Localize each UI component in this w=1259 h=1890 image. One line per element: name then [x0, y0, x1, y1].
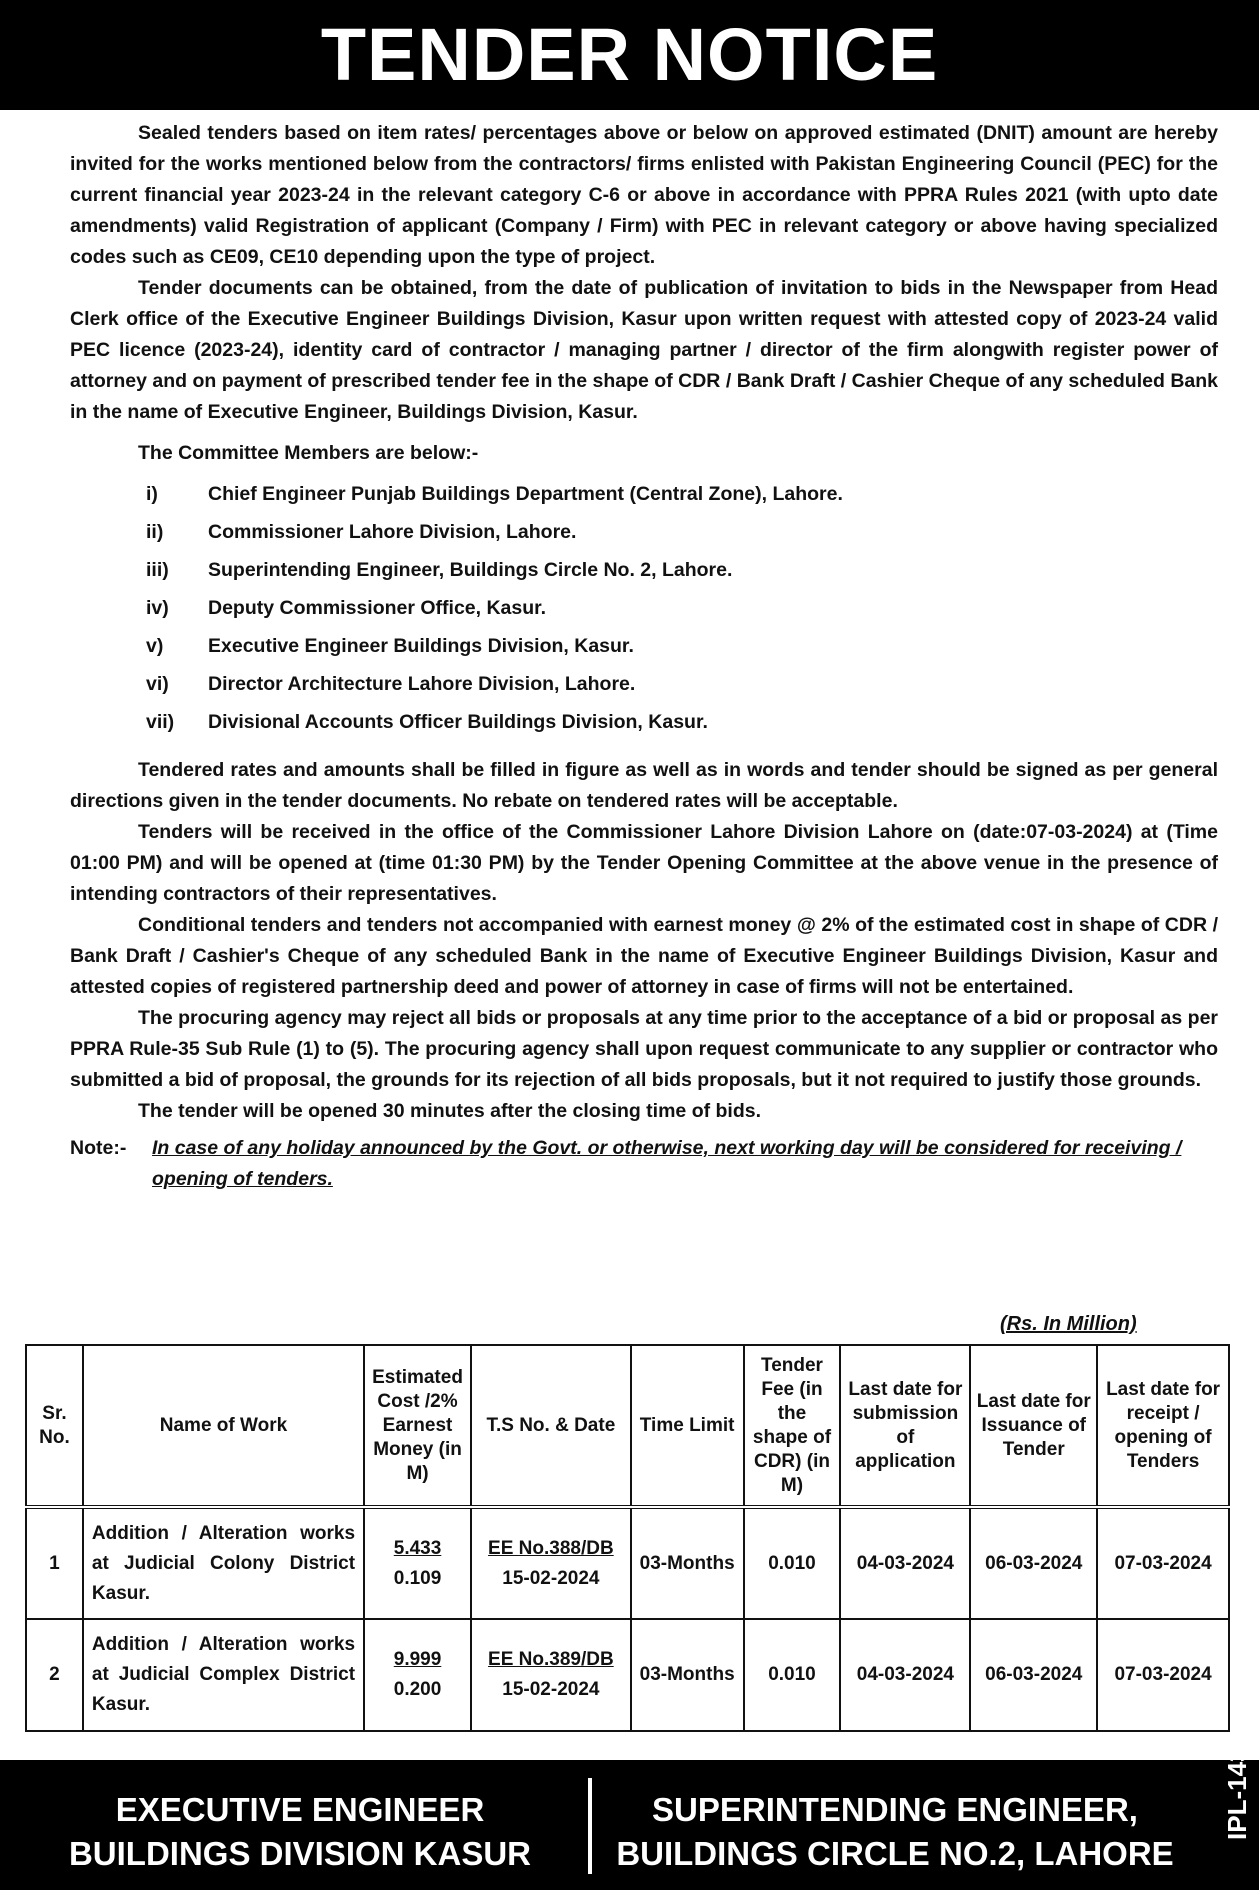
header-fee: Tender Fee (in the shape of CDR) (in M)	[744, 1345, 841, 1507]
committee-member: iv) Deputy Commissioner Office, Kasur.	[146, 597, 547, 619]
cell-submission: 04-03-2024	[840, 1507, 970, 1619]
committee-member: vii) Divisional Accounts Officer Buildings Division, Kasur.	[146, 711, 708, 733]
paragraph-receipt: Tenders will be received in the office of the Commissioner Lahore Division Lahore on (date:07-03-2024) at (Time 01:00 PM) and will be opened at (time 01:30 PM) by the Tender Opening Committee at the above venue in the presence of intending contractors of their representatives.	[70, 821, 1218, 905]
cell-issuance: 06-03-2024	[970, 1507, 1097, 1619]
footer-bar	[0, 1760, 1259, 1890]
header-ts: T.S No. & Date	[471, 1345, 631, 1507]
committee-member: ii) Commissioner Lahore Division, Lahore.	[146, 521, 577, 543]
paragraph-documents: Tender documents can be obtained, from the date of publication of invitation to bids in the Newspaper from Head Clerk office of the Executive Engineer Buildings Division, Kasur upon written request with attested copy of 2023-24 valid PEC licence (2023-24), identity card of contractor / managing partner / director of the firm alongwith register power of attorney and on payment of prescribed tender fee in the shape of CDR / Bank Draft / Cashier Cheque of any scheduled Bank in the name of Executive Engineer, Buildings Division, Kasur.	[70, 277, 1218, 423]
signatory-office: BUILDINGS DIVISION KASUR	[68, 1835, 532, 1872]
cost-value: 9.999	[393, 1649, 442, 1670]
paragraph-invitation: Sealed tenders based on item rates/ percentages above or below on approved estimated (DNIT) amount are hereby invited for the works mentioned below from the contractors/ firms enlisted with Pakistan Engineering Council (PEC) for the current financial year 2023-24 in the relevant category C-6 or above in accordance with PPRA Rules 2021 (with upto date amendments) valid Registration of applicant (Company / Firm) with PEC in relevant category or above having specialized codes such as CE09, CE10 depending upon the type of project.	[70, 122, 1218, 268]
cell-issuance: 06-03-2024	[970, 1619, 1097, 1731]
ts-number: EE No.389/DB	[488, 1649, 614, 1670]
cell-fee: 0.010	[744, 1619, 841, 1731]
header-cost: Estimated Cost /2% Earnest Money (in M)	[364, 1345, 471, 1507]
signatory-office: BUILDINGS CIRCLE NO.2, LAHORE	[616, 1835, 1174, 1872]
cell-name: Addition / Alteration works at Judicial Complex District Kasur.	[83, 1619, 364, 1731]
cell-sr: 2	[26, 1619, 83, 1731]
earnest-value: 0.200	[393, 1679, 442, 1700]
table-header-row	[26, 1345, 1229, 1507]
committee-member: vi) Director Architecture Lahore Division, Lahore.	[146, 673, 636, 695]
cell-time: 03-Months	[631, 1507, 744, 1619]
cell-ts	[471, 1507, 631, 1619]
header-issuance: Last date for Issuance of Tender	[970, 1345, 1097, 1507]
header-name: Name of Work	[83, 1345, 364, 1507]
signatory-superintending-engineer	[600, 1788, 1190, 1876]
cell-cost	[364, 1619, 471, 1731]
footer-divider	[588, 1778, 592, 1874]
header-sr: Sr. No.	[26, 1345, 83, 1507]
cell-submission: 04-03-2024	[840, 1619, 970, 1731]
note-text: In case of any holiday announced by the Govt. or otherwise, next working day will be considered for receiving / opening of tenders.	[152, 1137, 1182, 1190]
note-label: Note:-	[70, 1137, 127, 1159]
paragraph-opening: The tender will be opened 30 minutes after the closing time of bids.	[138, 1100, 762, 1122]
committee-member: iii) Superintending Engineer, Buildings Circle No. 2, Lahore.	[146, 559, 733, 581]
committee-member: i) Chief Engineer Punjab Buildings Department (Central Zone), Lahore.	[146, 483, 843, 505]
ts-date: 15-02-2024	[502, 1567, 600, 1589]
header-time: Time Limit	[631, 1345, 744, 1507]
header-submission: Last date for submission of application	[840, 1345, 970, 1507]
earnest-value: 0.109	[393, 1567, 442, 1589]
publication-code: IPL-1433	[1222, 1733, 1252, 1840]
cell-cost	[364, 1507, 471, 1619]
header-receipt: Last date for receipt / opening of Tenders	[1097, 1345, 1229, 1507]
page-title: TENDER NOTICE	[320, 13, 939, 96]
ts-date: 15-02-2024	[502, 1679, 600, 1700]
note	[70, 1133, 1218, 1195]
table-row	[26, 1619, 1229, 1731]
signatory-title: EXECUTIVE ENGINEER	[115, 1791, 485, 1828]
notice-body	[70, 118, 1218, 1195]
tender-table	[25, 1344, 1230, 1732]
cell-name: Addition / Alteration works at Judicial Colony District Kasur.	[83, 1507, 364, 1619]
cell-time: 03-Months	[631, 1619, 744, 1731]
committee-list	[70, 475, 1218, 741]
cell-ts	[471, 1619, 631, 1731]
table-row	[26, 1507, 1229, 1619]
paragraph-conditional: Conditional tenders and tenders not accompanied with earnest money @ 2% of the estimated cost in shape of CDR / Bank Draft / Cashier's Cheque of any scheduled Bank in the name of Executive Engineer Buildings Division, Kasur and attested copies of registered partnership deed and power of attorney in case of firms will not be entertained.	[70, 914, 1218, 998]
cell-receipt: 07-03-2024	[1097, 1507, 1229, 1619]
ts-number: EE No.388/DB	[488, 1537, 614, 1559]
cost-value: 5.433	[393, 1537, 442, 1559]
paragraph-rejection: The procuring agency may reject all bids or proposals at any time prior to the acceptance of a bid or proposal as per PPRA Rule-35 Sub Rule (1) to (5). The procuring agency shall upon request communicate to any supplier or contractor who submitted a bid of proposal, the grounds for its rejection of all bids proposals, but it not required to justify those grounds.	[70, 1007, 1218, 1091]
table-unit: (Rs. In Million)	[1000, 1313, 1137, 1335]
paragraph-rates: Tendered rates and amounts shall be filled in figure as well as in words and tender should be signed as per general directions given in the tender documents. No rebate on tendered rates will be acceptable.	[70, 759, 1218, 812]
committee-member: v) Executive Engineer Buildings Division, Kasur.	[146, 635, 634, 657]
cell-fee: 0.010	[744, 1507, 841, 1619]
cell-sr: 1	[26, 1507, 83, 1619]
signatory-executive-engineer	[20, 1788, 580, 1876]
header-bar	[0, 0, 1259, 110]
committee-title: The Committee Members are below:-	[138, 442, 479, 464]
cell-receipt: 07-03-2024	[1097, 1619, 1229, 1731]
signatory-title: SUPERINTENDING ENGINEER,	[652, 1791, 1138, 1828]
